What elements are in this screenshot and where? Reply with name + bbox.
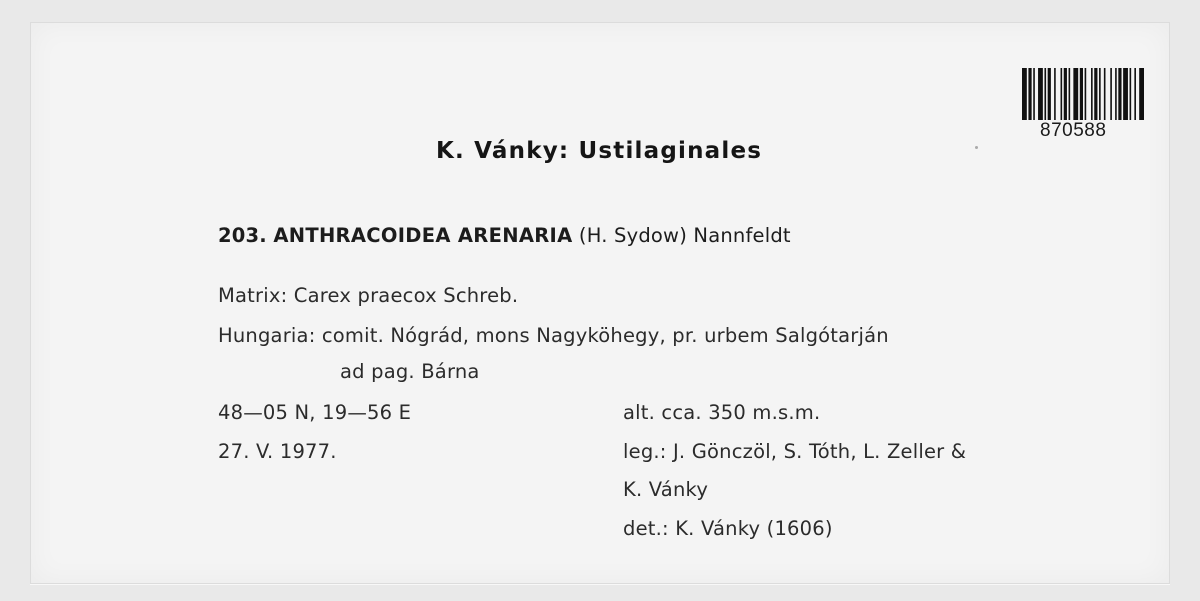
barcode-bar	[1064, 68, 1067, 120]
specimen-label	[30, 22, 1170, 584]
species-number: 203.	[218, 224, 267, 247]
barcode-bar	[1054, 68, 1056, 120]
barcode-bar	[1080, 68, 1083, 120]
barcode-bar	[1123, 68, 1128, 120]
barcode-bar	[1069, 68, 1071, 120]
label-title: K. Vánky: Ustilaginales	[436, 138, 763, 164]
barcode-bar	[1134, 68, 1136, 120]
barcode-bar	[1099, 68, 1101, 120]
barcode-bar	[1139, 68, 1144, 120]
locality-line-2: ad pag. Bárna	[340, 360, 480, 383]
species-authority: (H. Sydow) Nannfeldt	[578, 224, 791, 247]
barcode-bar	[1022, 68, 1027, 120]
locality-line-1: Hungaria: comit. Nógrád, mons Nagyköhegy, pr. urbem Salgótarján	[218, 324, 889, 347]
species-line	[218, 224, 791, 247]
barcode-bar	[1094, 68, 1097, 120]
barcode-bar	[1104, 68, 1106, 120]
barcode-bar	[1115, 68, 1117, 120]
barcode-bar	[1028, 68, 1031, 120]
barcode-bar	[1048, 68, 1051, 120]
coordinates: 48—05 N, 19—56 E	[218, 401, 412, 424]
speck	[975, 146, 978, 149]
barcode-bar	[1033, 68, 1035, 120]
barcode-bar	[1110, 68, 1112, 120]
collectors-line-2: K. Vánky	[623, 478, 709, 501]
collection-date: 27. V. 1977.	[218, 440, 337, 463]
altitude: alt. cca. 350 m.s.m.	[623, 401, 821, 424]
matrix-line: Matrix: Carex praecox Schreb.	[218, 284, 519, 307]
barcode-icon	[1022, 68, 1144, 120]
barcode-bar	[1091, 68, 1093, 120]
species-name: ANTHRACOIDEA ARENARIA	[273, 224, 573, 247]
barcode-area	[1022, 64, 1148, 148]
barcode-bar	[1118, 68, 1121, 120]
barcode-bar	[1130, 68, 1132, 120]
collectors-line-1: leg.: J. Gönczöl, S. Tóth, L. Zeller &	[623, 440, 967, 463]
barcode-bar	[1044, 68, 1046, 120]
determiner: det.: K. Vánky (1606)	[623, 517, 833, 540]
barcode-bar	[1073, 68, 1078, 120]
barcode-bar	[1085, 68, 1087, 120]
barcode-bar	[1061, 68, 1063, 120]
barcode-bar	[1038, 68, 1043, 120]
barcode-number: 870588	[1040, 120, 1107, 141]
